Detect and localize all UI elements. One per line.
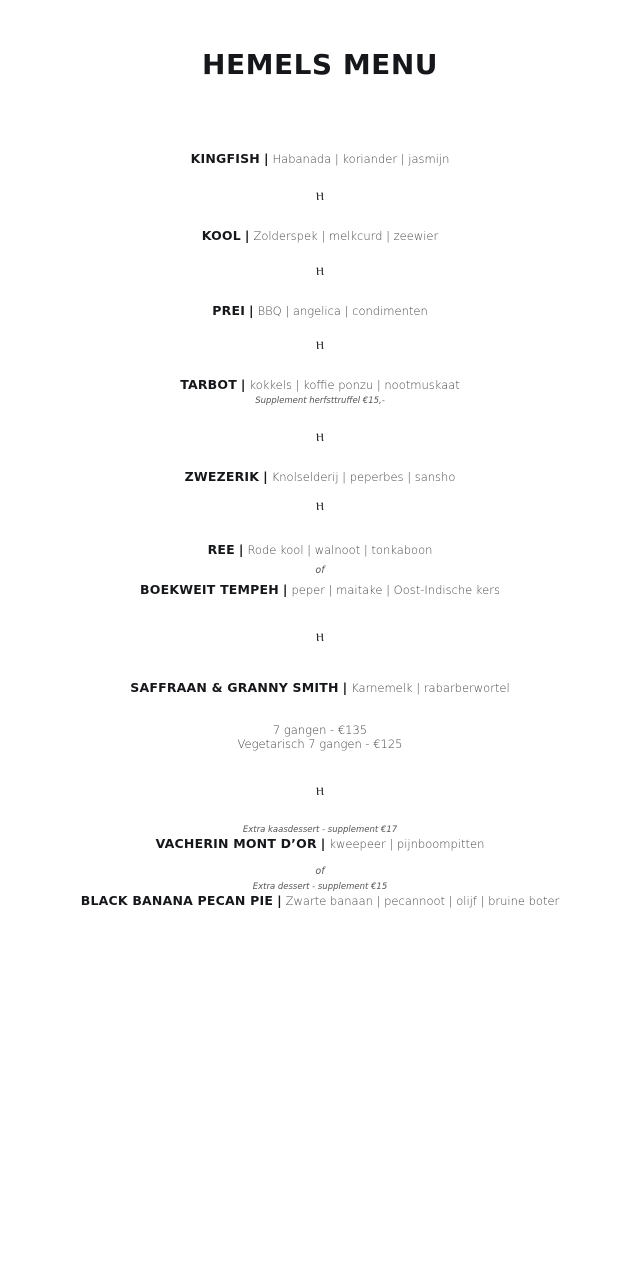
divider-icon: Ⲏ	[316, 500, 324, 513]
course-name: REE	[207, 542, 235, 557]
separator-bar: |	[277, 893, 282, 908]
course-name: TARBOT	[180, 377, 237, 392]
or-label: of	[315, 866, 325, 877]
course-zwezerik	[0, 469, 640, 485]
course-description: kokkels | koffie ponzu | nootmuskaat	[249, 378, 460, 392]
course-name: PREI	[212, 303, 246, 318]
menu-title: HEMELS MENU	[202, 48, 438, 81]
course-name: VACHERIN MONT D’OR	[155, 836, 317, 851]
divider-icon: Ⲏ	[316, 339, 324, 352]
separator-bar: |	[320, 836, 326, 851]
course-vacherin-mont-dor	[0, 836, 640, 852]
divider-icon: Ⲏ	[316, 265, 324, 278]
supplement-note: Supplement herfsttruffel €15,-	[255, 396, 385, 406]
course-kingfish	[0, 151, 640, 167]
or-label: of	[315, 565, 325, 576]
course-boekweit-tempeh	[0, 582, 640, 598]
price-regular: 7 gangen - €135	[272, 723, 368, 737]
course-name: KINGFISH	[190, 151, 260, 166]
course-description: peper | maitake | Oost-Indische kers	[291, 583, 500, 597]
course-description: Zolderspek | melkcurd | zeewier	[253, 229, 439, 243]
divider-icon: Ⲏ	[316, 190, 324, 203]
course-name: BLACK BANANA PECAN PIE	[80, 893, 274, 908]
separator-bar: |	[342, 680, 348, 695]
separator-bar: |	[240, 377, 246, 392]
course-saffraan-granny-smith	[0, 680, 640, 696]
course-description: kweepeer | pijnboompitten	[329, 837, 485, 851]
supplement-note: Extra kaasdessert - supplement €17	[242, 825, 398, 835]
course-name: KOOL	[201, 228, 241, 243]
supplement-note: Extra dessert - supplement €15	[252, 882, 388, 892]
course-black-banana-pecan-pie	[0, 893, 640, 909]
course-name: BOEKWEIT TEMPEH	[140, 582, 279, 597]
course-description: BBQ | angelica | condimenten	[257, 304, 428, 318]
divider-icon: Ⲏ	[316, 431, 324, 444]
divider-icon: Ⲏ	[316, 785, 324, 798]
course-description: Rode kool | walnoot | tonkaboon	[247, 543, 433, 557]
price-vegetarian: Vegetarisch 7 gangen - €125	[237, 737, 403, 751]
divider-icon: Ⲏ	[316, 631, 324, 644]
separator-bar: |	[263, 469, 268, 484]
course-description: Habanada | koriander | jasmijn	[272, 152, 450, 166]
course-tarbot	[0, 377, 640, 393]
separator-bar: |	[282, 582, 288, 597]
course-description: Karnemelk | rabarberwortel	[351, 681, 510, 695]
course-prei	[0, 303, 640, 319]
course-ree	[0, 542, 640, 558]
separator-bar: |	[244, 228, 250, 243]
separator-bar: |	[249, 303, 254, 318]
course-description: Knolselderij | peperbes | sansho	[271, 470, 456, 484]
course-kool	[0, 228, 640, 244]
separator-bar: |	[238, 542, 244, 557]
separator-bar: |	[263, 151, 269, 166]
course-name: ZWEZERIK	[184, 469, 260, 484]
course-name: SAFFRAAN & GRANNY SMITH	[130, 680, 339, 695]
course-description: Zwarte banaan | pecannoot | olijf | bruine boter	[285, 894, 560, 908]
